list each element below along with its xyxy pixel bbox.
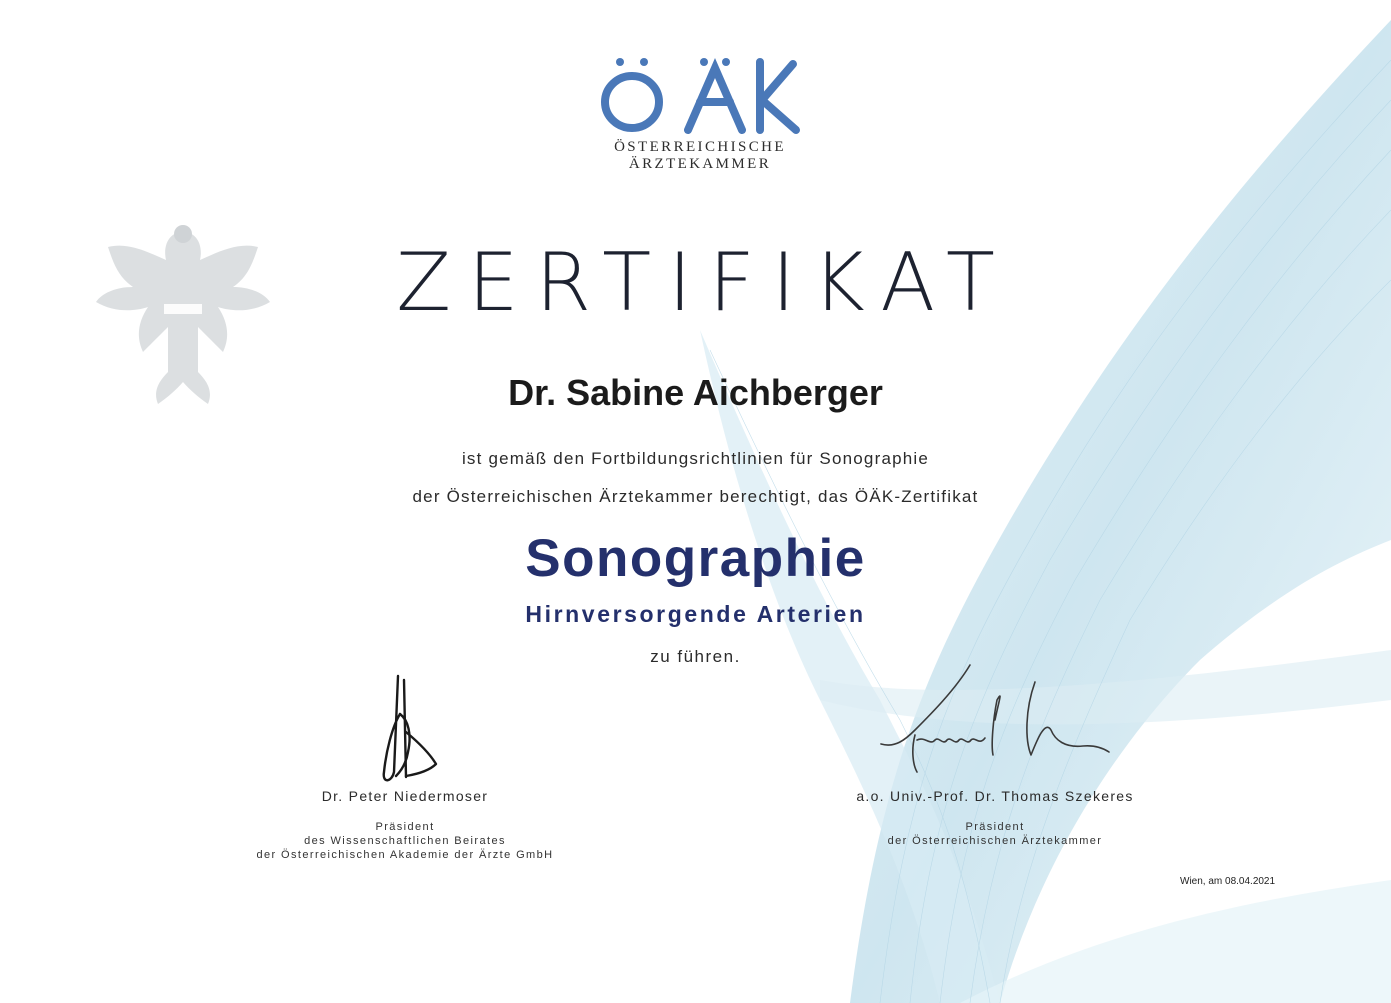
signatory-left-role-line1: Präsident [375, 821, 435, 833]
issue-date: Wien, am 08.04.2021 [1180, 876, 1276, 887]
signatory-right-name: a.o. Univ.-Prof. Dr. Thomas Szekeres [856, 788, 1134, 804]
certificate-subject-detail: Hirnversorgende Arterien [525, 601, 866, 627]
signature-right [875, 660, 1115, 780]
signatory-right-role-line2: der Österreichischen Ärztekammer [887, 835, 1103, 847]
certificate-text-line2: der Österreichischen Ärztekammer berechtigt, das ÖÄK-Zertifikat [412, 487, 979, 506]
certificate-title: ZERTIFIKAT [396, 236, 1012, 329]
organization-name-line2: ÄRZTEKAMMER [628, 156, 772, 172]
certificate-closing: zu führen. [650, 647, 741, 666]
oeak-logo-icon [600, 56, 800, 136]
signature-left [370, 672, 450, 787]
signatory-left-role-line2: des Wissenschaftlichen Beirates [304, 835, 506, 847]
signatory-left-role-line3: der Österreichischen Akademie der Ärzte GmbH [256, 849, 554, 861]
certificate-text-line1: ist gemäß den Fortbildungsrichtlinien für Sonographie [461, 449, 930, 468]
certificate-subject: Sonographie [525, 529, 866, 588]
signatory-left-name: Dr. Peter Niedermoser [321, 788, 489, 804]
recipient-name: Dr. Sabine Aichberger [508, 372, 883, 413]
signatory-right-role-line1: Präsident [965, 821, 1025, 833]
organization-name-line1: ÖSTERREICHISCHE [614, 139, 786, 155]
